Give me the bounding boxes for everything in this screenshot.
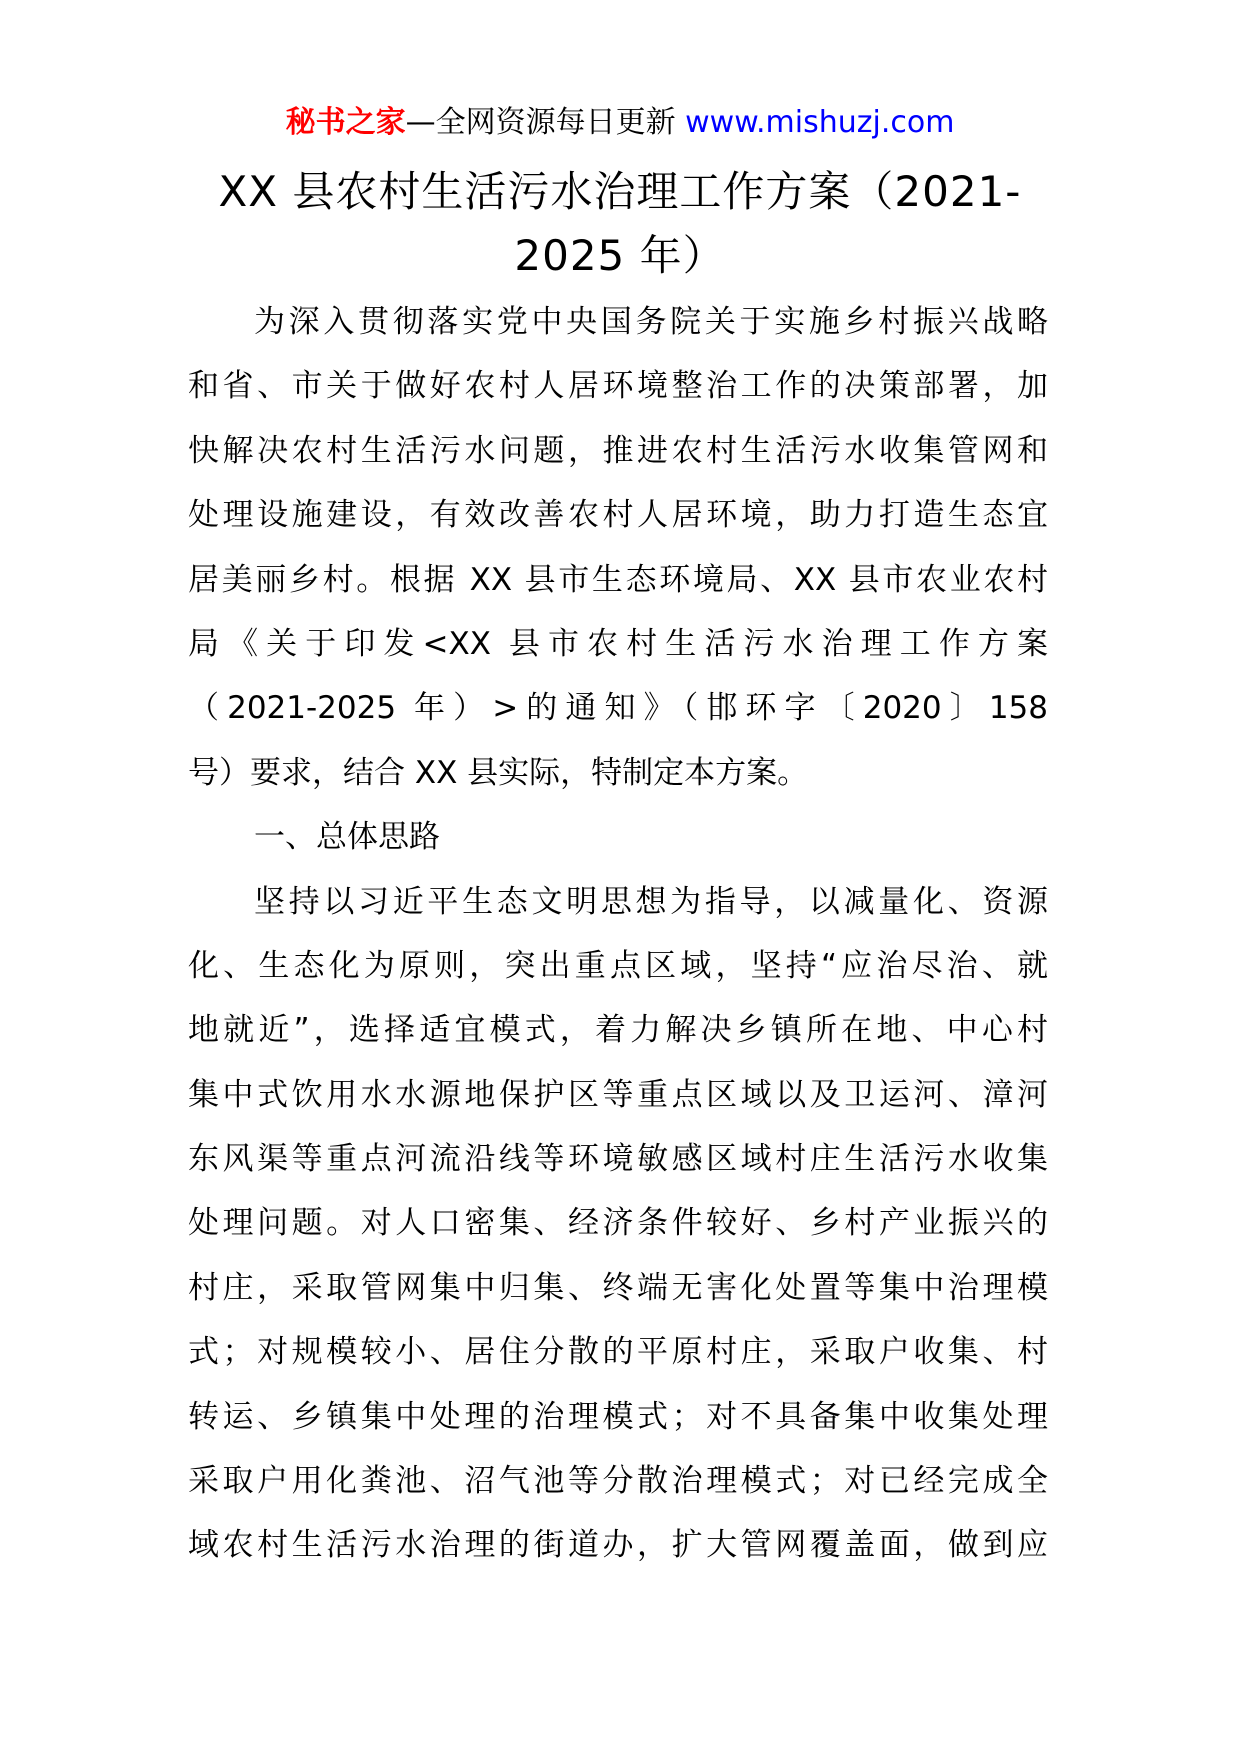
paragraph-1-line: 和省、市关于做好农村人居环境整治工作的决策部署，加 [188, 368, 1048, 405]
paragraph-2-line: 村庄，采取管网集中归集、终端无害化处置等集中治理模 [188, 1269, 1048, 1306]
title-line-2: 2025 年） [514, 231, 726, 280]
paragraph-2-line: 东风渠等重点河流沿线等环境敏感区域村庄生活污水收集 [188, 1141, 1048, 1178]
paragraph-2-line: 域农村生活污水治理的街道办，扩大管网覆盖面，做到应 [188, 1527, 1048, 1564]
brand-name: 秘书之家 [285, 105, 406, 140]
paragraph-2-line: 转运、乡镇集中处理的治理模式；对不具备集中收集处理 [188, 1398, 1048, 1435]
paragraph-1-line: 为深入贯彻落实党中央国务院关于实施乡村振兴战略 [254, 304, 1048, 340]
paragraph-2-line: 集中式饮用水水源地保护区等重点区域以及卫运河、漳河 [188, 1076, 1048, 1113]
paragraph-2-line: 地就近”，选择适宜模式，着力解决乡镇所在地、中心村 [188, 1012, 1048, 1049]
paragraph-1-line: 快解决农村生活污水问题，推进农村生活污水收集管网和 [188, 432, 1048, 469]
document-title [140, 160, 1100, 288]
paragraph-2-line: 坚持以习近平生态文明思想为指导，以减量化、资源 [254, 883, 1048, 920]
paragraph-2-line: 处理问题。对人口密集、经济条件较好、乡村产业振兴的 [188, 1205, 1048, 1242]
paragraph-1-line: 局《关于印发<XX 县市农村生活污水治理工作方案 [188, 625, 1048, 662]
title-line-1: XX 县农村生活污水治理工作方案（2021- [218, 167, 1022, 216]
paragraph-1-line: 号）要求，结合 XX 县实际，特制定本方案。 [188, 754, 809, 791]
section-heading: 一、总体思路 [254, 819, 440, 856]
site-url-link[interactable]: www.mishuzj.com [685, 105, 955, 140]
header-slogan: —全网资源每日更新 [405, 105, 686, 140]
site-header [0, 103, 1240, 143]
paragraph-1-line: 居美丽乡村。根据 XX 县市生态环境局、XX 县市农业农村 [188, 561, 1048, 598]
paragraph-1-line: 处理设施建设，有效改善农村人居环境，助力打造生态宜 [188, 497, 1048, 534]
paragraph-2-line: 采取户用化粪池、沼气池等分散治理模式；对已经完成全 [188, 1463, 1048, 1500]
document-body [188, 290, 1048, 1578]
paragraph-2-line: 化、生态化为原则，突出重点区域，坚持“应治尽治、就 [188, 947, 1048, 984]
paragraph-2-line: 式；对规模较小、居住分散的平原村庄，采取户收集、村 [188, 1334, 1048, 1371]
paragraph-1-line: （2021-2025 年）>的通知》（邯环字〔2020〕158 [188, 690, 1048, 727]
